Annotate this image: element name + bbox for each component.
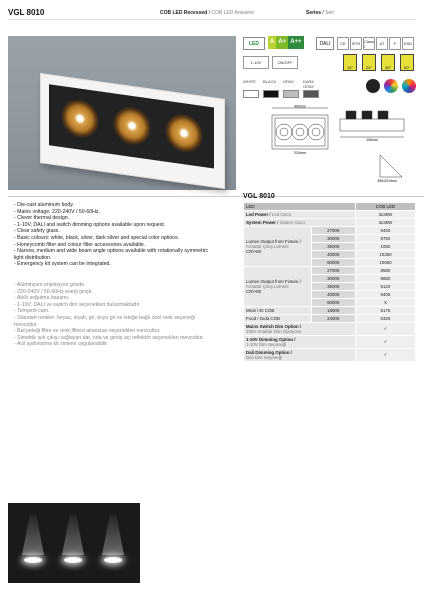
- feature-tr: - Temperli cam.: [14, 308, 50, 315]
- led-badge: LED: [243, 37, 265, 50]
- feature-tr: - Simetrik ışık çıkışı sağlayan dar, orta ve geniş açı reflektör seçenekleri mevcuttur.: [14, 334, 204, 341]
- beam-60-icon: 60°: [400, 54, 414, 71]
- swatch-label-gray: GRAY: [283, 79, 295, 84]
- beam-angle-icons: [343, 54, 414, 71]
- light-beam-photo: [8, 503, 140, 583]
- section-divider: [8, 196, 424, 197]
- cri-icon: [402, 79, 416, 93]
- feature-tr: - 1-10V, DALI ve switch dim seçenekleri bulunmaktadır.: [14, 301, 141, 308]
- depth-label: 220mm: [294, 151, 306, 155]
- table-row: 4000K 9405: [244, 291, 416, 299]
- height-label: 130mm: [366, 138, 378, 142]
- beam-24-icon: 24°: [362, 54, 376, 71]
- table-row: Led Power / Led Gücü 3x38W: [244, 211, 416, 219]
- table-head-label: LED: [244, 203, 356, 211]
- energy-class: [268, 36, 310, 49]
- swatch-label-dark-gray: DARK GRAY: [303, 79, 315, 89]
- feature-en: - Clever thermal design.: [14, 215, 70, 222]
- swatch-dark-gray: [303, 90, 319, 98]
- energy-a: A: [268, 36, 276, 49]
- esd-icon: ESD: [402, 37, 414, 50]
- dim-1-10v-icon: 1-10V: [243, 56, 269, 69]
- table-head-value: COB LED: [355, 203, 415, 211]
- feature-en: light distribution.: [14, 254, 52, 261]
- table-row: Dali Dimming Option / Dali Dim Seçeneği ✓: [244, 349, 416, 362]
- feature-en: - Die-cast aluminum body.: [14, 202, 74, 208]
- table-title: VGL 8010: [243, 193, 275, 200]
- table-row: 3000K 8850: [244, 275, 416, 283]
- color-swatches: [243, 79, 321, 98]
- emergency-icon: [366, 79, 380, 93]
- swatch-label-black: BLACK: [263, 79, 277, 84]
- features-tr: [14, 282, 236, 348]
- class-i-icon: Class I: [364, 38, 375, 49]
- swatch-gray: [283, 90, 299, 98]
- energy-a-plus: A+: [276, 36, 288, 49]
- lens-1: [61, 97, 99, 140]
- ip20-icon: IP20: [350, 37, 362, 50]
- table-row: 1-10V Dimming Option / 1-10V Dim Seçeneği ✓: [244, 336, 416, 349]
- table-row: Food / Gıda COB 2400K 5325: [244, 315, 416, 323]
- table-row: Lumen Output from Fixture / Armatür Çıkış Lümeni CRI>80 2700K 9450: [244, 227, 416, 235]
- switch-icon: ON/OFF: [272, 56, 298, 69]
- feature-tr: mevcuttur.: [14, 321, 38, 328]
- table-row: 5000K 10650: [244, 259, 416, 267]
- temperature-icon: ΔT: [376, 37, 388, 50]
- beam-36-icon: 36°: [381, 54, 395, 71]
- ce-icon: CE: [337, 37, 349, 50]
- series: Series / Seri: [306, 10, 335, 16]
- feature-tr: - 220-240V / 50-60Hz enerji girişli.: [14, 288, 93, 295]
- f-mark-icon: F: [389, 37, 401, 50]
- table-row: 5000K X: [244, 299, 416, 307]
- table-row: Lumen Output from Fixture / Armatür Çıkış Lümeni CRI>90 2700K 8580: [244, 267, 416, 275]
- swatch-white: [243, 90, 259, 98]
- feature-tr: - Standart renkler: beyaz, siyah, gri, koyu gri ve isteğe bağlı özel renk seçeneği: [14, 314, 196, 321]
- energy-a-plus-plus: A++: [288, 36, 303, 49]
- technical-drawing: [262, 105, 424, 185]
- feature-tr: - Akıllı soğutma basamı.: [14, 295, 70, 302]
- control-icons: [243, 56, 298, 69]
- feature-en: - Mains voltage: 220-240V / 50-60Hz.: [14, 208, 100, 215]
- features-en: [14, 202, 236, 268]
- page-header: [8, 8, 416, 20]
- feature-en: - 1-10V, DALI and switch dimming options available upon request.: [14, 221, 166, 228]
- lens-2: [113, 104, 151, 147]
- lens-3: [165, 112, 203, 155]
- feature-en: - Clear safety glass.: [14, 228, 60, 235]
- table-row: Meat / Et COB 1800K 5175: [244, 307, 416, 315]
- feature-tr: - Acil aydınlatma kit sistemi uygulanabilir.: [14, 341, 108, 348]
- color-filter-icon: [384, 79, 398, 93]
- table-row: 3500K 1050: [244, 243, 416, 251]
- feature-en: - Basic colours: white, black, silver, dark silver and special color options.: [14, 234, 180, 241]
- product-photo: [8, 36, 236, 190]
- spec-table: [243, 202, 416, 362]
- swatch-black: [263, 90, 279, 98]
- cutout-label: 390x210mm: [377, 179, 397, 183]
- beam-15-icon: 15°: [343, 54, 357, 71]
- feature-en: - Honeycomb filter and colour filter accessories available.: [14, 241, 146, 248]
- feature-en: - Narrow, medium and wide beam angle options available with rotationally symmetric: [14, 248, 209, 255]
- table-row: 3000K 9750: [244, 235, 416, 243]
- category: COB LED Recessed / COB LED Ankastre: [160, 10, 255, 16]
- width-label: 400mm: [294, 105, 306, 109]
- feature-en: - Emergency kit system can be integrated.: [14, 261, 111, 268]
- table-row: System Power / Sistem Gücü 3x38W: [244, 219, 416, 227]
- table-row: 4000K 10350: [244, 251, 416, 259]
- cert-icons: [337, 37, 414, 50]
- feature-tr: - Bal peteği filtre ve renk filtresi aksesuar seçenekleri mevcuttur.: [14, 328, 161, 335]
- dali-badge: DALI: [316, 37, 334, 50]
- table-row: Mains Switch Dim Option / 230V Anahtar Dim Opsiyonu ✓: [244, 323, 416, 336]
- product-code: VGL 8010: [8, 8, 45, 17]
- table-row: 3500K 9120: [244, 283, 416, 291]
- feature-tr: - Alüminyum enjeksiyon gövde.: [14, 282, 86, 288]
- swatch-label-white: WHITE: [243, 79, 256, 84]
- fixture-image: [40, 73, 225, 189]
